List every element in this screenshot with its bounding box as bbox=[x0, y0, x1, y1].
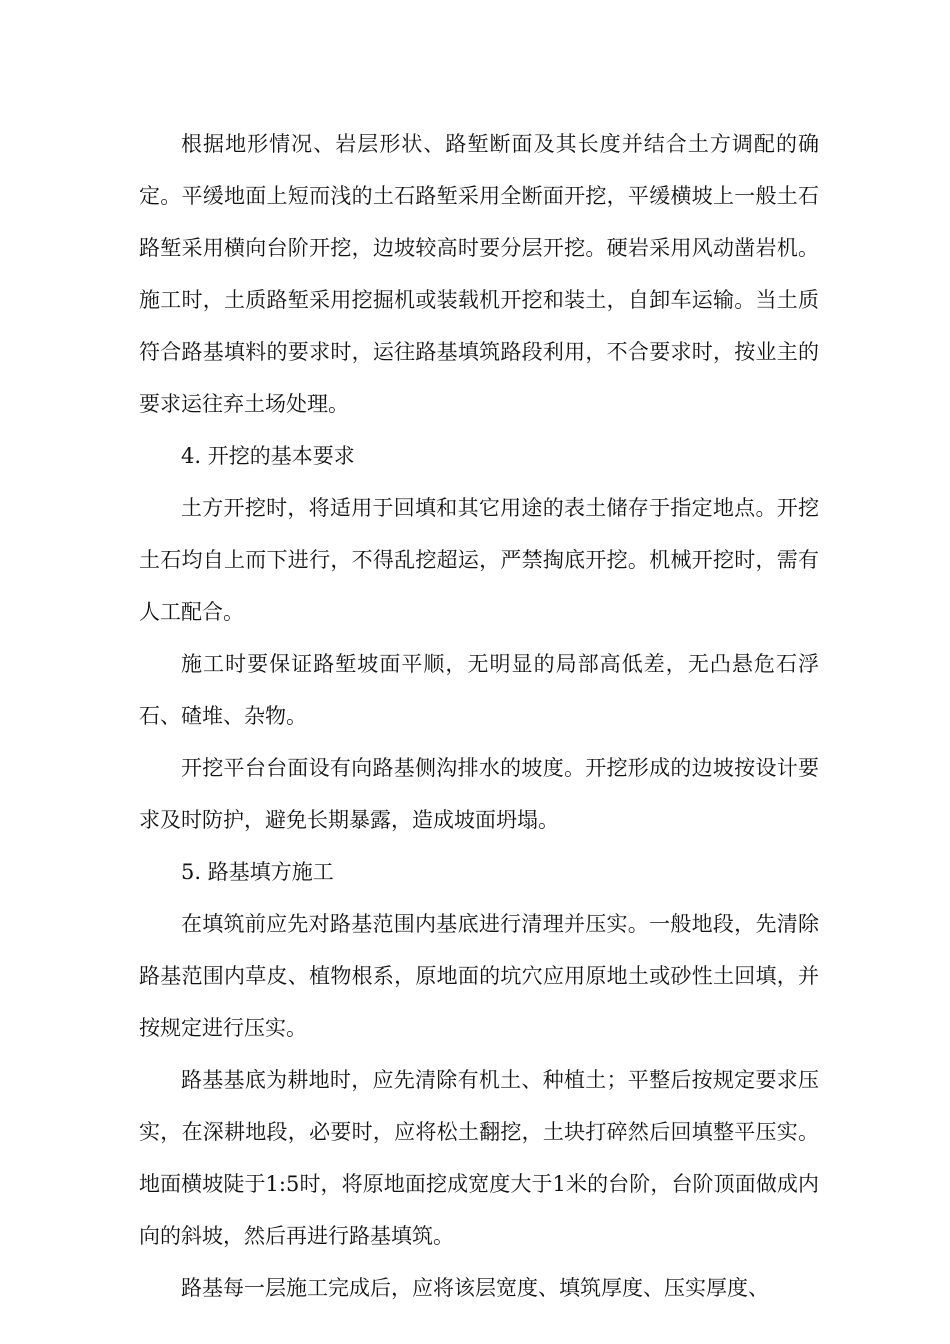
paragraph-excavation-method: 根据地形情况、岩层形状、路堑断面及其长度并结合土方调配的确定。平缓地面上短而浅的土石路堑采用全断面开挖，平缓横坡上一般土石路堑采用横向台阶开挖，边坡较高时要分层开挖。硬岩采用风动凿岩机。施工时，土质路堑采用挖掘机或装载机开挖和装土，自卸车运输。当土质符合路基填料的要求时，运往路基填筑路段利用，不合要求时，按业主的要求运往弃土场处理。 bbox=[139, 132, 819, 416]
paragraph-earth-excavation: 土方开挖时，将适用于回填和其它用途的表土储存于指定地点。开挖土石均自上而下进行，不得乱挖超运，严禁掏底开挖。机械开挖时，需有人工配合。 bbox=[139, 496, 819, 624]
paragraph-layer-inspection: 路基每一层施工完成后，应将该层宽度、填筑厚度、压实厚度、 bbox=[181, 1276, 769, 1300]
paragraph-farmland-base: 路基基底为耕地时，应先清除有机土、种植土；平整后按规定要求压实，在深耕地段，必要时，应将松土翻挖，土块打碎然后回填整平压实。地面横坡陡于1:5时，将原地面挖成宽度大于1米的台阶，台阶顶面做成内向的斜坡，然后再进行路基填筑。 bbox=[139, 1068, 819, 1248]
paragraph-base-clearing: 在填筑前应先对路基范围内基底进行清理并压实。一般地段，先清除路基范围内草皮、植物根系，原地面的坑穴应用原地土或砂性土回填，并按规定进行压实。 bbox=[139, 912, 819, 1040]
document-body bbox=[139, 118, 819, 1314]
paragraph-platform-drainage: 开挖平台台面设有向路基侧沟排水的坡度。开挖形成的边坡按设计要求及时防护，避免长期暴露，造成坡面坍塌。 bbox=[139, 756, 819, 832]
section-heading-fill-construction: 5. 路基填方施工 bbox=[181, 860, 334, 884]
paragraph-slope-smoothness: 施工时要保证路堑坡面平顺，无明显的局部高低差，无凸悬危石浮石、碴堆、杂物。 bbox=[139, 652, 819, 728]
section-heading-excavation-requirements: 4. 开挖的基本要求 bbox=[181, 444, 355, 468]
